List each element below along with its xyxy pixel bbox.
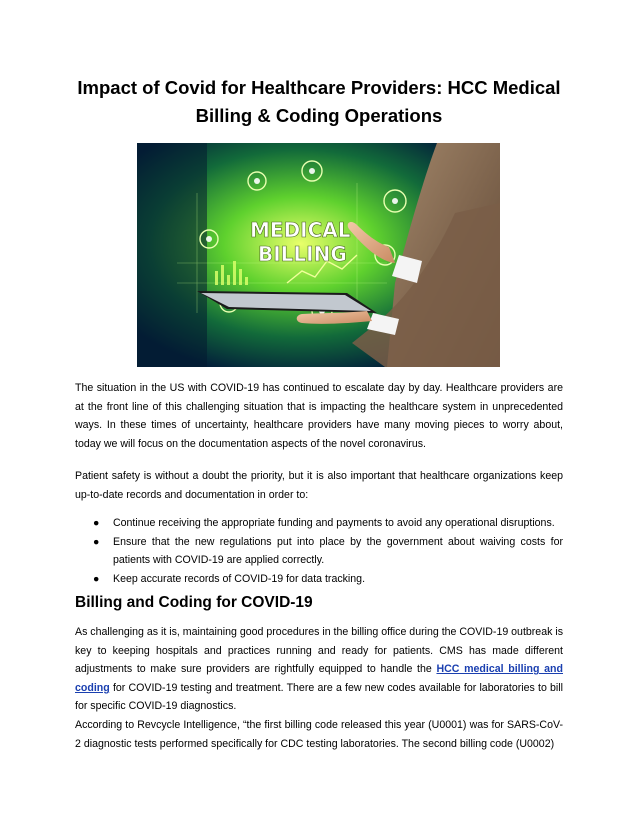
intro-paragraph: The situation in the US with COVID-19 has continued to escalate day by day. Healthcare providers are at the front line of this challenging situation that is impacting the healthcare system in unprecedented ways. In these times of uncertainty, healthcare providers have many moving pieces to worry about, today we will focus on the documentation aspects of the novel coronavirus. <box>75 382 563 450</box>
hcc-billing-coding-link[interactable]: HCC medical billing and coding <box>75 663 563 694</box>
list-item <box>75 514 563 533</box>
bullet-icon: ● <box>93 572 100 585</box>
medical-billing-hero-image <box>137 143 500 367</box>
hero-overlay-billing: BILLING <box>258 242 347 266</box>
list-item-text: Keep accurate records of COVID-19 for data tracking. <box>113 572 366 585</box>
list-item-text: Ensure that the new regulations put into place by the government about waiving costs for patients with COVID-19 are applied correctly. <box>113 535 563 567</box>
page-title: Impact of Covid for Healthcare Providers: HCC Medical Billing & Coding Operations <box>77 77 561 126</box>
documentation-goals-list <box>75 514 563 588</box>
bullet-icon: ● <box>93 517 100 529</box>
hero-illustration <box>137 143 500 367</box>
list-item-text: Continue receiving the appropriate funding and payments to avoid any operational disruptions. <box>113 517 555 529</box>
list-item <box>75 570 563 589</box>
bullet-icon: ● <box>93 535 100 548</box>
billing-text-before-link: As challenging as it is, maintaining good procedures in the billing office during the COVID-19 outbreak is key to keeping hospitals and practices running and ready for patients. CMS has made different adjustments to make sure providers are rightfully equipped to handle the <box>75 626 563 676</box>
list-item <box>75 533 563 570</box>
section-heading: Billing and Coding for COVID-19 <box>75 594 313 611</box>
billing-paragraph <box>75 623 563 716</box>
patient-safety-paragraph: Patient safety is without a doubt the priority, but it is also important that healthcare organizations keep up-to-date records and documentation in order to: <box>75 470 563 501</box>
revcycle-quote-paragraph: According to Revcycle Intelligence, “the first billing code released this year (U0001) was for SARS-CoV-2 diagnostic tests performed specifically for CDC testing laboratories. The second billing code (U0002) <box>75 719 563 750</box>
billing-text-after-link: for COVID-19 testing and treatment. There are a few new codes available for laboratories to bill for specific COVID-19 diagnostics. <box>75 681 563 713</box>
hero-overlay-medical: MEDICAL <box>250 218 351 242</box>
